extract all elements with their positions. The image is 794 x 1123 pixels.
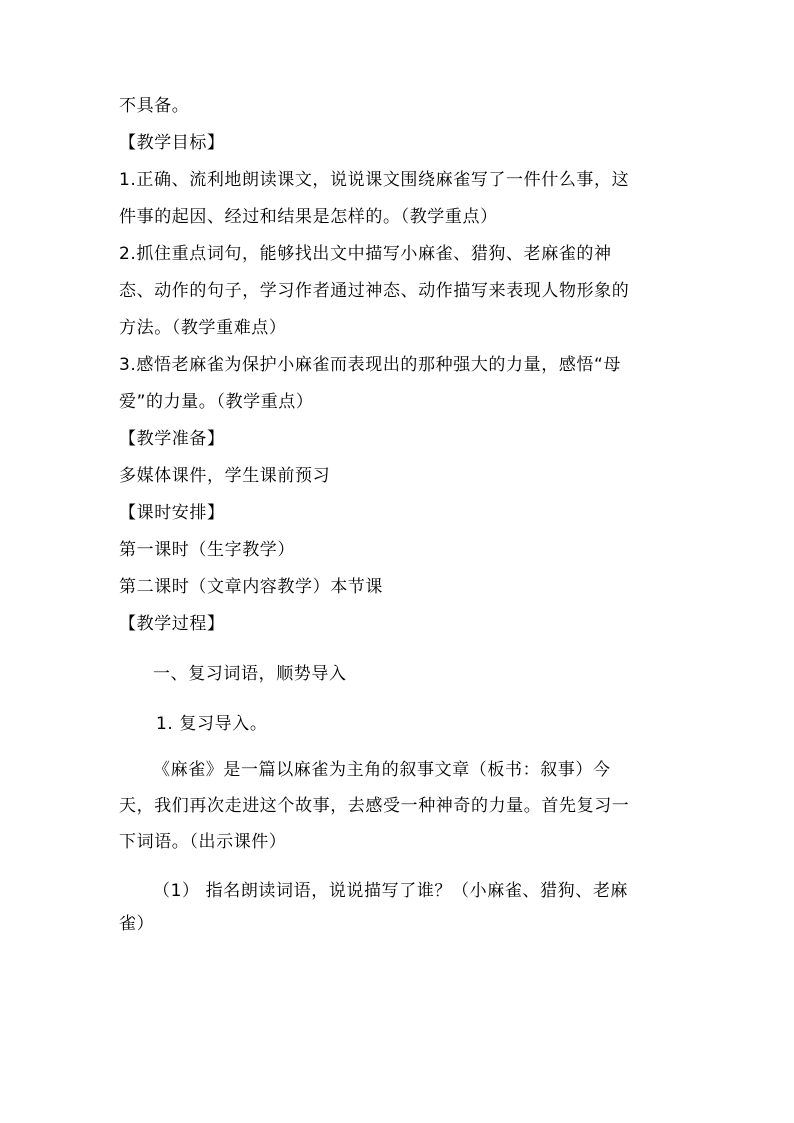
text-line: （1） 指名朗读词语，说说描写了谁？（小麻雀、猎狗、老麻 — [153, 881, 629, 901]
text-line: 多媒体课件，学生课前预习 — [119, 466, 331, 486]
text-line: 2.抓住重点词句，能够找出文中描写小麻雀、猎狗、老麻雀的神 — [119, 244, 612, 264]
text-line: 不具备。 — [119, 96, 190, 116]
text-line: 3.感悟老麻雀为保护小麻雀而表现出的那种强大的力量，感悟“母 — [119, 355, 622, 375]
text-line: 1.正确、流利地朗读课文，说说课文围绕麻雀写了一件什么事，这 — [119, 170, 630, 190]
section-heading-schedule: 【课时安排】 — [119, 503, 225, 523]
text-line: 雀） — [119, 914, 155, 934]
text-line: 方法。（教学重难点） — [119, 318, 287, 338]
text-line: 态、动作的句子，学习作者通过神态、动作描写来表现人物形象的 — [119, 281, 630, 301]
section-heading-teaching-goals: 【教学目标】 — [119, 133, 225, 153]
text-line: 件事的起因、经过和结果是怎样的。（教学重点） — [119, 207, 498, 227]
text-line: 《麻雀》是一篇以麻雀为主角的叙事文章（板书：叙事）今 — [153, 760, 611, 780]
text-line: 下词语。（出示课件） — [119, 832, 287, 852]
text-line: 爱”的力量。（教学重点） — [119, 392, 314, 412]
numbered-item: 1. 复习导入。 — [156, 714, 268, 734]
section-heading-process: 【教学过程】 — [119, 614, 225, 634]
subheading-review: 一、复习词语，顺势导入 — [153, 664, 347, 684]
text-line: 第一课时（生字教学） — [119, 540, 295, 560]
text-line: 第二课时（文章内容教学）本节课 — [119, 577, 383, 597]
text-line: 天，我们再次走进这个故事，去感受一种神奇的力量。首先复习一 — [119, 796, 630, 816]
section-heading-preparation: 【教学准备】 — [119, 429, 225, 449]
